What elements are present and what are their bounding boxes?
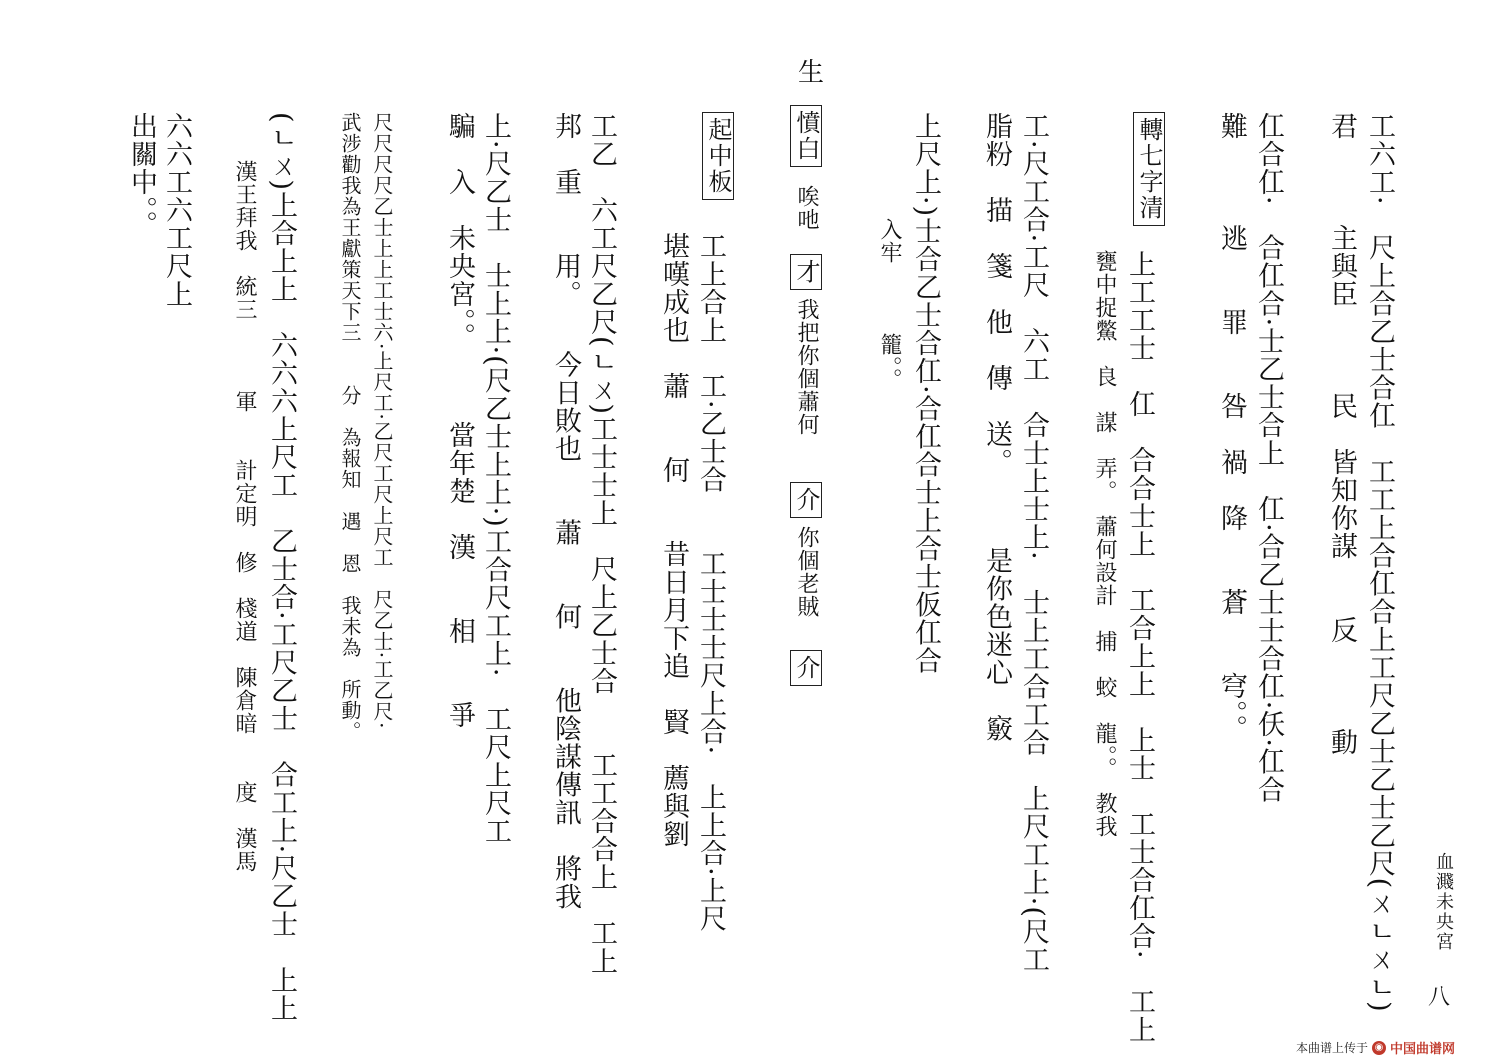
dialogue-wobani: 我把你個蕭何 xyxy=(794,298,819,436)
boxed-label-fenbai: 憤白 xyxy=(790,105,822,167)
notation-column-7: 工乙 六工尺乙尺(ㄴㄨ)工士士上 尺上乙士合 工工合合上 工上 xyxy=(586,112,617,976)
lyric-column-2: 難 逃 罪 咎 禍 降 蒼 穹。。 xyxy=(1216,112,1247,743)
dialogue-aizha: 唉吔 xyxy=(794,185,819,231)
footer-site-name: 中国曲谱网 xyxy=(1390,1042,1456,1057)
dialogue-nigelaozei: 你個老賊 xyxy=(794,526,819,618)
lyric-column-7: 邦 重 用。 今日敗也 蕭 何 他陰謀傳訊 將我 xyxy=(550,112,581,911)
lyric-column-4: 脂粉 描 箋 他 傳 送。 是你色迷心 竅 xyxy=(981,112,1012,743)
footer-upload-text: 本曲谱上传于 xyxy=(1296,1041,1369,1055)
boxed-label-cai: 才 xyxy=(790,254,822,290)
boxed-label-jie-1: 介 xyxy=(790,482,822,518)
page-number: 八 xyxy=(1428,985,1451,1010)
notation-column-10: (ㄴㄨ)上合上上 六六六上尺工 乙士合·工尺乙士 合工上·尺乙士 上上 xyxy=(266,112,297,1023)
lyric-column-11: 出關中。。 xyxy=(126,112,157,239)
site-logo-icon: ◉ xyxy=(1372,1041,1386,1055)
lyric-column-9: 武涉勸我為王獻策天下三 分 為報知 遇 恩 我未為 所動。 xyxy=(338,112,362,742)
notation-column-6: 工上合上 工·乙士合 工士士士尺上合· 上上合·上尺 xyxy=(695,232,726,933)
notation-column-9: 尺尺尺尺乙士上上工士六·上尺工·乙尺工尺上尺工 尺乙士·工乙尺· xyxy=(370,112,394,730)
lyric-column-8: 騙 入 未央宮。。 當年楚 漢 相 爭 xyxy=(444,112,475,729)
footer-credit xyxy=(1296,1038,1455,1057)
boxed-label-zhuan: 轉七字清 xyxy=(1133,112,1165,226)
lyric-column-3: 甕中捉鱉 良 謀 弄。 蕭何設計 捕 蛟 龍。。 教我 xyxy=(1092,250,1117,838)
lyric-column-10: 漢王拜我 統三 軍 計定明 修 棧道 陳倉暗 度 漢馬 xyxy=(232,160,257,873)
notation-column-8: 上·尺乙士 士上上·(尺乙士上上·)工合尺工上· 工尺上尺工 xyxy=(480,112,511,846)
notation-column-2: 仜合仜· 合仜合·士乙士合上 仜·合乙士士合仜·仸·仜合 xyxy=(1253,112,1284,804)
role-label: 生 xyxy=(798,58,825,88)
notation-column-1: 工六工· 尺上合乙士合仜 工工上合仜合上工尺乙士乙士乙尺(ㄨㄴㄨㄴ) xyxy=(1364,112,1395,1013)
notation-column-4: 工·尺工合·工尺 六工 合士上士上· 士上工合工合 上尺工上·(尺工 xyxy=(1018,112,1049,974)
lyric-column-5: 入牢 籠。。 xyxy=(877,218,902,391)
notation-column-3: 上工工士 仜 合合士上 工合上上 上士 工士合仜合· 工上 xyxy=(1124,250,1155,1044)
lyric-column-6: 堪嘆成也 蕭 何 昔日月下追 賢 薦與劉 xyxy=(658,232,689,848)
boxed-label-jie-2: 介 xyxy=(790,650,822,686)
lyric-column-1: 君 主與臣 民 皆知你謀 反 動 xyxy=(1326,112,1357,756)
boxed-label-qizhongban: 起中板 xyxy=(702,112,734,200)
notation-column-5: 上尺上·)士合乙士合仜·合仜合士上合士仮仜合 xyxy=(910,112,941,675)
side-title: 血濺未央宮 xyxy=(1433,852,1454,952)
notation-column-11: 六六工六工尺上 xyxy=(161,112,192,308)
